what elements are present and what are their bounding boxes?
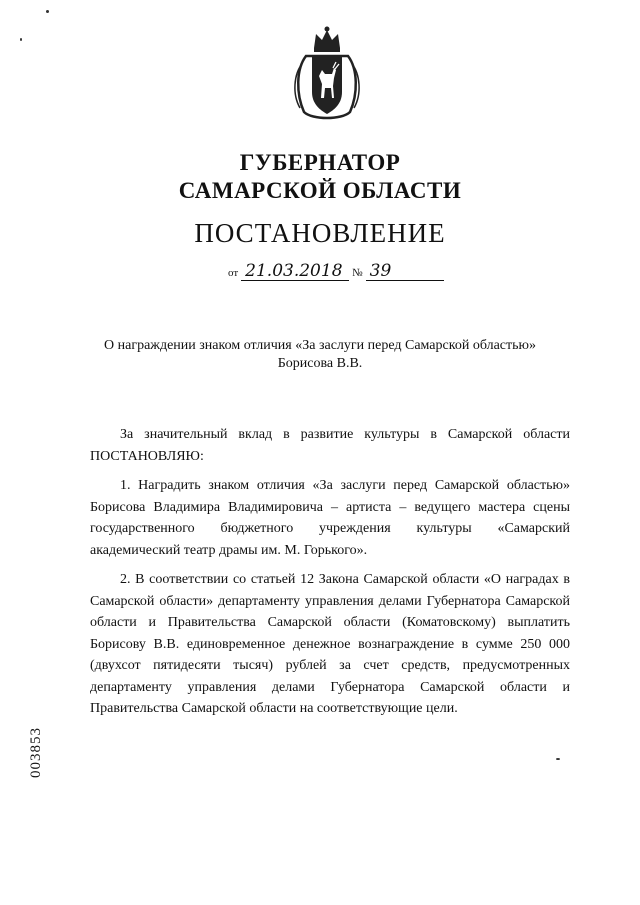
handwritten-date: 21.03.2018 — [241, 262, 349, 281]
preamble-paragraph: За значительный вклад в развитие культуры в Самарской области ПОСТАНОВЛЯЮ: — [90, 427, 570, 464]
scan-speck — [20, 38, 22, 41]
scan-speck — [46, 10, 49, 13]
date-number-line — [225, 262, 444, 281]
scan-speck — [556, 758, 560, 760]
coat-of-arms-icon — [292, 24, 362, 124]
margin-registration-number: 003853 — [28, 727, 44, 778]
clause-1-paragraph: 1. Наградить знаком отличия «За заслуги перед Самарской областью» Борисова Владимира Владимировича – артиста – ведущего мастера сцены государственного бюджетного учреждения культуры «Самарский академический театр драмы им. М. Горького». — [90, 478, 570, 558]
clause-2-paragraph: 2. В соответствии со статьей 12 Закона Самарской области «О наградах в Самарской области» департаменту управления делами Губернатора Самарской области и Правительства Самарской области (Коматовскому) выплатить Борисову В.В. единовременное денежное вознаграждение в сумме 250 000 (двухсот пятидесяти тысяч) рублей за счет средств, предусмотренных департаменту управления делами Губернатора Самарской области и Правительства Самарской области на соответствующие цели. — [90, 572, 570, 716]
date-from-label: от — [228, 267, 239, 279]
subject-line-1: О награждении знаком отличия «За заслуги перед Самарской областью» — [104, 338, 536, 353]
number-label: № — [352, 267, 363, 279]
decree-body — [90, 424, 570, 728]
document-type-heading: ПОСТАНОВЛЕНИЕ — [194, 218, 446, 248]
issuer-title-line2: САМАРСКОЙ ОБЛАСТИ — [178, 178, 462, 203]
issuer-title-line1: ГУБЕРНАТОР — [239, 150, 401, 175]
handwritten-number: 39 — [366, 262, 444, 281]
subject-line-2: Борисова В.В. — [277, 356, 363, 371]
